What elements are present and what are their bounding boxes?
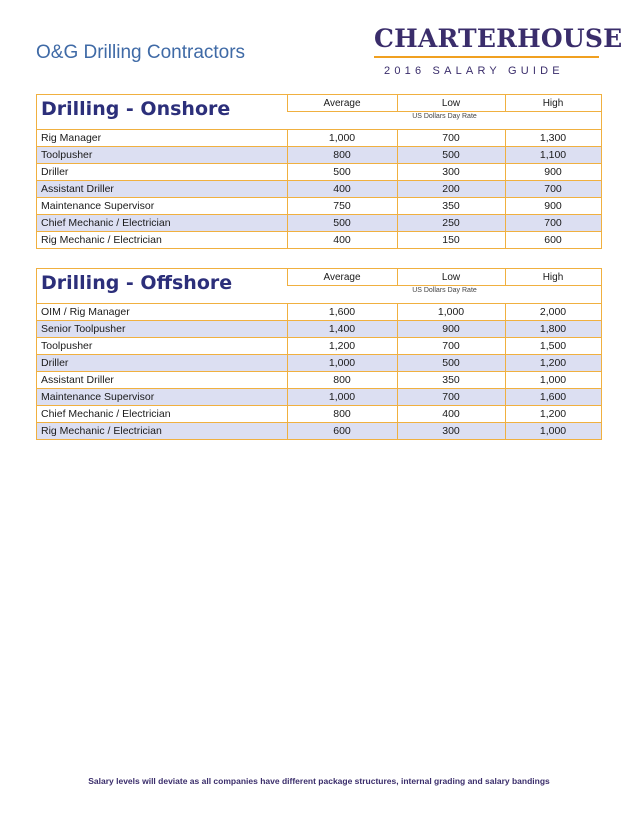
table-title: Drilling - Onshore: [41, 98, 231, 120]
divider: [397, 198, 398, 214]
unit-label: US Dollars Day Rate: [412, 113, 477, 120]
average-cell: 1,400: [328, 323, 356, 335]
role-cell: OIM / Rig Manager: [41, 306, 130, 318]
high-cell: 700: [544, 217, 562, 229]
col-high: High: [542, 98, 564, 109]
role-cell: Rig Mechanic / Electrician: [41, 234, 162, 246]
average-cell: 500: [333, 217, 351, 229]
divider: [505, 181, 506, 197]
role-cell: Maintenance Supervisor: [41, 391, 155, 403]
low-cell: 500: [442, 149, 460, 161]
role-cell: Senior Toolpusher: [41, 323, 126, 335]
role-cell: Driller: [41, 166, 69, 178]
average-cell: 1,000: [328, 357, 356, 369]
divider: [505, 355, 506, 371]
table-row: [37, 389, 601, 406]
low-cell: 300: [442, 166, 460, 178]
role-cell: Maintenance Supervisor: [41, 200, 155, 212]
offshore-table: [36, 268, 602, 440]
divider: [287, 285, 602, 286]
low-cell: 300: [442, 425, 460, 437]
role-cell: Rig Manager: [41, 132, 102, 144]
table-row: [37, 232, 601, 248]
high-cell: 900: [544, 200, 562, 212]
high-cell: 1,800: [539, 323, 567, 335]
divider: [287, 269, 288, 285]
divider: [287, 406, 288, 422]
low-cell: 350: [442, 374, 460, 386]
divider: [397, 95, 398, 111]
divider: [287, 372, 288, 388]
role-cell: Toolpusher: [41, 340, 93, 352]
onshore-rows: [37, 130, 601, 248]
col-low: Low: [441, 98, 461, 109]
divider: [397, 372, 398, 388]
table-title: Drilling - Offshore: [41, 272, 233, 294]
average-cell: 800: [333, 408, 351, 420]
divider: [287, 130, 288, 146]
col-high: High: [542, 272, 564, 283]
divider: [505, 406, 506, 422]
high-cell: 900: [544, 166, 562, 178]
offshore-rows: [37, 304, 601, 439]
divider: [505, 232, 506, 248]
onshore-table: [36, 94, 602, 249]
divider: [505, 372, 506, 388]
divider: [287, 164, 288, 180]
col-low: Low: [441, 272, 461, 283]
divider: [397, 389, 398, 405]
average-cell: 600: [333, 425, 351, 437]
low-cell: 500: [442, 357, 460, 369]
low-cell: 250: [442, 217, 460, 229]
average-cell: 400: [333, 183, 351, 195]
divider: [287, 355, 288, 371]
divider: [287, 181, 288, 197]
divider: [287, 111, 602, 112]
divider: [505, 147, 506, 163]
role-cell: Assistant Driller: [41, 183, 114, 195]
brand-logo: CHARTERHOUSE: [374, 24, 623, 53]
table-row: [37, 181, 601, 198]
guide-subtitle: 2016 SALARY GUIDE: [384, 65, 564, 77]
divider: [397, 181, 398, 197]
divider: [397, 423, 398, 439]
high-cell: 1,300: [539, 132, 567, 144]
divider: [287, 321, 288, 337]
divider: [505, 130, 506, 146]
high-cell: 1,100: [539, 149, 567, 161]
average-cell: 1,200: [328, 340, 356, 352]
low-cell: 400: [442, 408, 460, 420]
role-cell: Assistant Driller: [41, 374, 114, 386]
average-cell: 400: [333, 234, 351, 246]
col-average: Average: [323, 272, 361, 283]
unit-label: US Dollars Day Rate: [412, 287, 477, 294]
table-row: [37, 423, 601, 439]
divider: [287, 338, 288, 354]
divider: [505, 338, 506, 354]
divider: [505, 95, 506, 111]
high-cell: 1,000: [539, 425, 567, 437]
divider: [505, 423, 506, 439]
table-row: [37, 147, 601, 164]
divider: [397, 147, 398, 163]
divider: [287, 304, 288, 320]
divider: [287, 147, 288, 163]
divider: [505, 215, 506, 231]
divider: [287, 95, 288, 111]
table-row: [37, 355, 601, 372]
low-cell: 150: [442, 234, 460, 246]
table-header: [37, 95, 601, 130]
divider: [397, 304, 398, 320]
high-cell: 1,000: [539, 374, 567, 386]
high-cell: 1,200: [539, 357, 567, 369]
divider: [505, 389, 506, 405]
divider: [397, 355, 398, 371]
role-cell: Chief Mechanic / Electrician: [41, 217, 171, 229]
average-cell: 800: [333, 149, 351, 161]
col-average: Average: [323, 98, 361, 109]
divider: [505, 321, 506, 337]
table-row: [37, 338, 601, 355]
low-cell: 900: [442, 323, 460, 335]
role-cell: Chief Mechanic / Electrician: [41, 408, 171, 420]
high-cell: 1,500: [539, 340, 567, 352]
table-row: [37, 321, 601, 338]
table-row: [37, 130, 601, 147]
role-cell: Rig Mechanic / Electrician: [41, 425, 162, 437]
table-row: [37, 164, 601, 181]
divider: [287, 423, 288, 439]
low-cell: 700: [442, 132, 460, 144]
divider: [287, 389, 288, 405]
low-cell: 350: [442, 200, 460, 212]
divider: [397, 164, 398, 180]
divider: [397, 130, 398, 146]
logo-underline: [374, 56, 599, 58]
divider: [397, 406, 398, 422]
high-cell: 1,200: [539, 408, 567, 420]
table-row: [37, 372, 601, 389]
high-cell: 700: [544, 183, 562, 195]
divider: [397, 215, 398, 231]
average-cell: 1,000: [328, 132, 356, 144]
page-title: O&G Drilling Contractors: [36, 42, 246, 63]
average-cell: 500: [333, 166, 351, 178]
role-cell: Driller: [41, 357, 69, 369]
low-cell: 700: [442, 340, 460, 352]
divider: [397, 321, 398, 337]
low-cell: 200: [442, 183, 460, 195]
divider: [397, 338, 398, 354]
table-header: [37, 269, 601, 304]
table-row: [37, 406, 601, 423]
average-cell: 1,000: [328, 391, 356, 403]
divider: [287, 198, 288, 214]
divider: [397, 232, 398, 248]
high-cell: 2,000: [539, 306, 567, 318]
table-row: [37, 215, 601, 232]
divider: [287, 215, 288, 231]
divider: [505, 269, 506, 285]
divider: [287, 232, 288, 248]
footer-note: Salary levels will deviate as all companies have different package structures, internal grading and salary bandings: [88, 776, 550, 786]
average-cell: 800: [333, 374, 351, 386]
divider: [505, 198, 506, 214]
divider: [505, 304, 506, 320]
low-cell: 700: [442, 391, 460, 403]
divider: [505, 164, 506, 180]
average-cell: 750: [333, 200, 351, 212]
average-cell: 1,600: [328, 306, 356, 318]
table-row: [37, 304, 601, 321]
high-cell: 1,600: [539, 391, 567, 403]
low-cell: 1,000: [437, 306, 465, 318]
high-cell: 600: [544, 234, 562, 246]
divider: [397, 269, 398, 285]
table-row: [37, 198, 601, 215]
role-cell: Toolpusher: [41, 149, 93, 161]
